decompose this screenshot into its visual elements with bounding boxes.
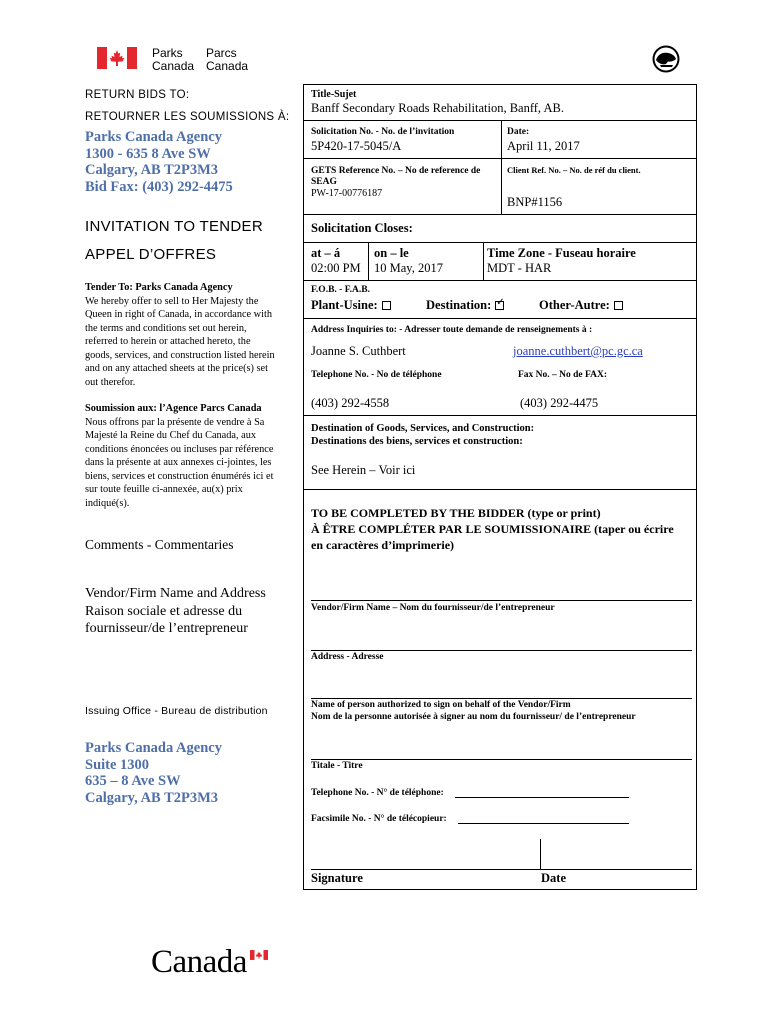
return-bids-label: RETURN BIDS TO: bbox=[85, 89, 190, 101]
canada-flag-icon bbox=[97, 47, 137, 69]
address-line-field[interactable] bbox=[311, 650, 692, 651]
authorized-name-line[interactable] bbox=[311, 698, 692, 699]
divider bbox=[303, 158, 697, 159]
fax-field-line[interactable] bbox=[458, 823, 629, 824]
address-line: Parks Canada Agency bbox=[85, 740, 222, 756]
para-line: sur toute feuille ci-annexée, au(x) prix bbox=[85, 484, 243, 495]
plant-label: Plant-Usine: bbox=[311, 298, 378, 312]
destination-checkbox[interactable] bbox=[495, 301, 504, 310]
fob-plant bbox=[311, 298, 391, 313]
bidder-line: TO BE COMPLETED BY THE BIDDER (type or print) bbox=[311, 506, 601, 520]
invitation-heading-fr: APPEL D’OFFRES bbox=[85, 246, 217, 263]
destination-label: Destination: bbox=[426, 298, 492, 312]
para-line: goods, services, and construction listed herein bbox=[85, 349, 275, 361]
para-line: out therefor. bbox=[85, 376, 136, 388]
divider bbox=[483, 242, 484, 280]
closes-label: Solicitation Closes: bbox=[311, 221, 413, 235]
address-line: Bid Fax: (403) 292-4475 bbox=[85, 178, 233, 195]
divider bbox=[501, 120, 502, 214]
fob-destination bbox=[426, 298, 504, 313]
fax-value: (403) 292-4475 bbox=[520, 396, 599, 410]
bidder-instructions bbox=[311, 505, 674, 553]
signature-label: Signature bbox=[311, 871, 363, 885]
title-value: Banff Secondary Roads Rehabilitation, Banff, AB. bbox=[311, 101, 564, 115]
divider bbox=[303, 415, 697, 416]
para-line: and on any attached sheets at the price(s) set bbox=[85, 363, 268, 374]
org-name-en-2: Canada bbox=[152, 59, 195, 73]
canada-flag-icon bbox=[250, 950, 268, 960]
date-value: April 11, 2017 bbox=[507, 139, 580, 153]
label-line: Raison sociale et adresse du bbox=[85, 603, 243, 619]
para-line: We hereby offer to sell to Her Majesty the bbox=[85, 295, 259, 307]
address-inquiries-label: Address Inquiries to: - Adresser toute demande de renseignements à : bbox=[311, 325, 593, 335]
para-line: conditions énoncées ou incluses par référence bbox=[85, 443, 274, 455]
date-label: Date: bbox=[507, 127, 530, 137]
address-line: 1300 - 635 8 Ave SW bbox=[85, 145, 211, 162]
para-line: dans la présente at aux annexes ci-jointes, les bbox=[85, 457, 272, 468]
address-line: Calgary, AB T2P3M3 bbox=[85, 162, 219, 178]
plant-checkbox[interactable] bbox=[382, 301, 391, 310]
authorized-label-fr: Nom de la personne autorisée à signer au nom du fournisseur/ de l’entrepreneur bbox=[311, 712, 636, 722]
on-label: on – le bbox=[374, 246, 409, 260]
parks-canada-beaver-icon bbox=[651, 44, 681, 74]
divider bbox=[303, 242, 697, 243]
address-field-label: Address - Adresse bbox=[311, 652, 384, 662]
client-ref-value: BNP#1156 bbox=[507, 195, 563, 209]
invitation-heading-en: INVITATION TO TENDER bbox=[85, 218, 263, 235]
timezone-label: Time Zone - Fuseau horaire bbox=[487, 246, 636, 260]
vendor-name-line[interactable] bbox=[311, 600, 692, 601]
bidder-line: en caractères d’imprimerie) bbox=[311, 538, 455, 552]
signature-divider bbox=[540, 839, 541, 869]
return-bids-label-fr: RETOURNER LES SOUMISSIONS À: bbox=[85, 111, 290, 123]
fax-field-label: Facsimile No. - N° de télécopieur: bbox=[311, 814, 447, 824]
gets-value: PW-17-00776187 bbox=[311, 188, 383, 199]
on-value: 10 May, 2017 bbox=[374, 261, 443, 275]
issuing-office-label: Issuing Office - Bureau de distribution bbox=[85, 705, 268, 717]
para-line: Nous offrons par la présente de vendre à Sa bbox=[85, 416, 265, 428]
address-line: Calgary, AB T2P3M3 bbox=[85, 789, 219, 806]
return-address bbox=[85, 129, 233, 195]
divider bbox=[303, 318, 697, 319]
phone-label: Telephone No. - No de téléphone bbox=[311, 370, 442, 380]
soumission-heading: Soumission aux: l’Agence Parcs Canada bbox=[85, 403, 262, 414]
divider bbox=[303, 120, 697, 121]
para-line: biens, services et construction énumérés ici et bbox=[85, 470, 274, 482]
dest-goods-label: Destination of Goods, Services, and Construction: bbox=[311, 423, 535, 434]
fob-other bbox=[539, 298, 623, 313]
signature-line[interactable] bbox=[311, 869, 692, 870]
authorized-label: Name of person authorized to sign on behalf of the Vendor/Firm bbox=[311, 700, 571, 710]
para-line: referred to herein or attached hereto, the bbox=[85, 336, 251, 347]
timezone-value: MDT - HAR bbox=[487, 261, 552, 275]
fob-label: F.O.B. - F.A.B. bbox=[311, 285, 370, 295]
tel-field-line[interactable] bbox=[455, 797, 629, 798]
vendor-address-label bbox=[85, 585, 266, 638]
gets-label-2: SEAG bbox=[311, 177, 337, 187]
other-label: Other-Autre: bbox=[539, 298, 610, 312]
at-value: 02:00 PM bbox=[311, 261, 361, 275]
para-line: indiqué(s). bbox=[85, 497, 130, 509]
tender-to-paragraph bbox=[85, 281, 297, 389]
comments-label: Comments - Commentaries bbox=[85, 537, 234, 552]
fax-label: Fax No. – No de FAX: bbox=[518, 370, 608, 380]
org-name-fr-1: Parcs bbox=[206, 46, 237, 60]
solicitation-label: Solicitation No. - No. de l’invitation bbox=[311, 127, 455, 137]
para-line: Queen in right of Canada, in accordance with bbox=[85, 309, 272, 320]
tender-to-heading: Tender To: Parks Canada Agency bbox=[85, 282, 233, 293]
contact-name: Joanne S. Cuthbert bbox=[311, 344, 406, 358]
tel-field-label: Telephone No. - N° de téléphone: bbox=[311, 788, 444, 798]
client-ref-label: Client Ref. No. – No. de réf du client. bbox=[507, 165, 641, 175]
org-name-fr-2: Canada bbox=[206, 59, 249, 73]
canada-wordmark: Canada bbox=[151, 944, 247, 980]
phone-value: (403) 292-4558 bbox=[311, 396, 390, 410]
para-line: Majesté la Reine du Chef du Canada, aux bbox=[85, 430, 256, 441]
divider bbox=[303, 489, 697, 490]
title-label: Title-Sujet bbox=[311, 89, 357, 100]
soumission-paragraph bbox=[85, 402, 297, 510]
vendor-name-label: Vendor/Firm Name – Nom du fournisseur/de l’entrepreneur bbox=[311, 603, 555, 613]
at-label: at – á bbox=[311, 246, 341, 260]
dest-goods-label-fr: Destinations des biens, services et construction: bbox=[311, 436, 523, 447]
divider bbox=[303, 280, 697, 281]
address-line: Parks Canada Agency bbox=[85, 129, 222, 145]
para-line: the terms and conditions set out herein, bbox=[85, 322, 247, 334]
date-field-label: Date bbox=[541, 871, 566, 885]
dest-goods-value: See Herein – Voir ici bbox=[311, 463, 416, 477]
bidder-line: À ÊTRE COMPLÉTER PAR LE SOUMISSIONAIRE (taper ou écrire bbox=[311, 522, 674, 536]
title-field-line[interactable] bbox=[311, 759, 692, 760]
address-line: 635 – 8 Ave SW bbox=[85, 773, 181, 789]
label-line: Vendor/Firm Name and Address bbox=[85, 586, 266, 601]
address-line: Suite 1300 bbox=[85, 756, 150, 773]
divider bbox=[303, 214, 697, 215]
gets-label: GETS Reference No. – No de reference de bbox=[311, 166, 481, 176]
org-name-en-1: Parks bbox=[152, 46, 183, 60]
other-checkbox[interactable] bbox=[614, 301, 623, 310]
contact-email-link[interactable]: joanne.cuthbert@pc.gc.ca bbox=[513, 344, 643, 358]
title-field-label: Titale - Titre bbox=[311, 761, 363, 771]
label-line: fournisseur/de l’entrepreneur bbox=[85, 621, 248, 636]
solicitation-value: 5P420-17-5045/A bbox=[311, 139, 402, 153]
issuing-office-address bbox=[85, 740, 222, 806]
divider bbox=[368, 242, 369, 280]
